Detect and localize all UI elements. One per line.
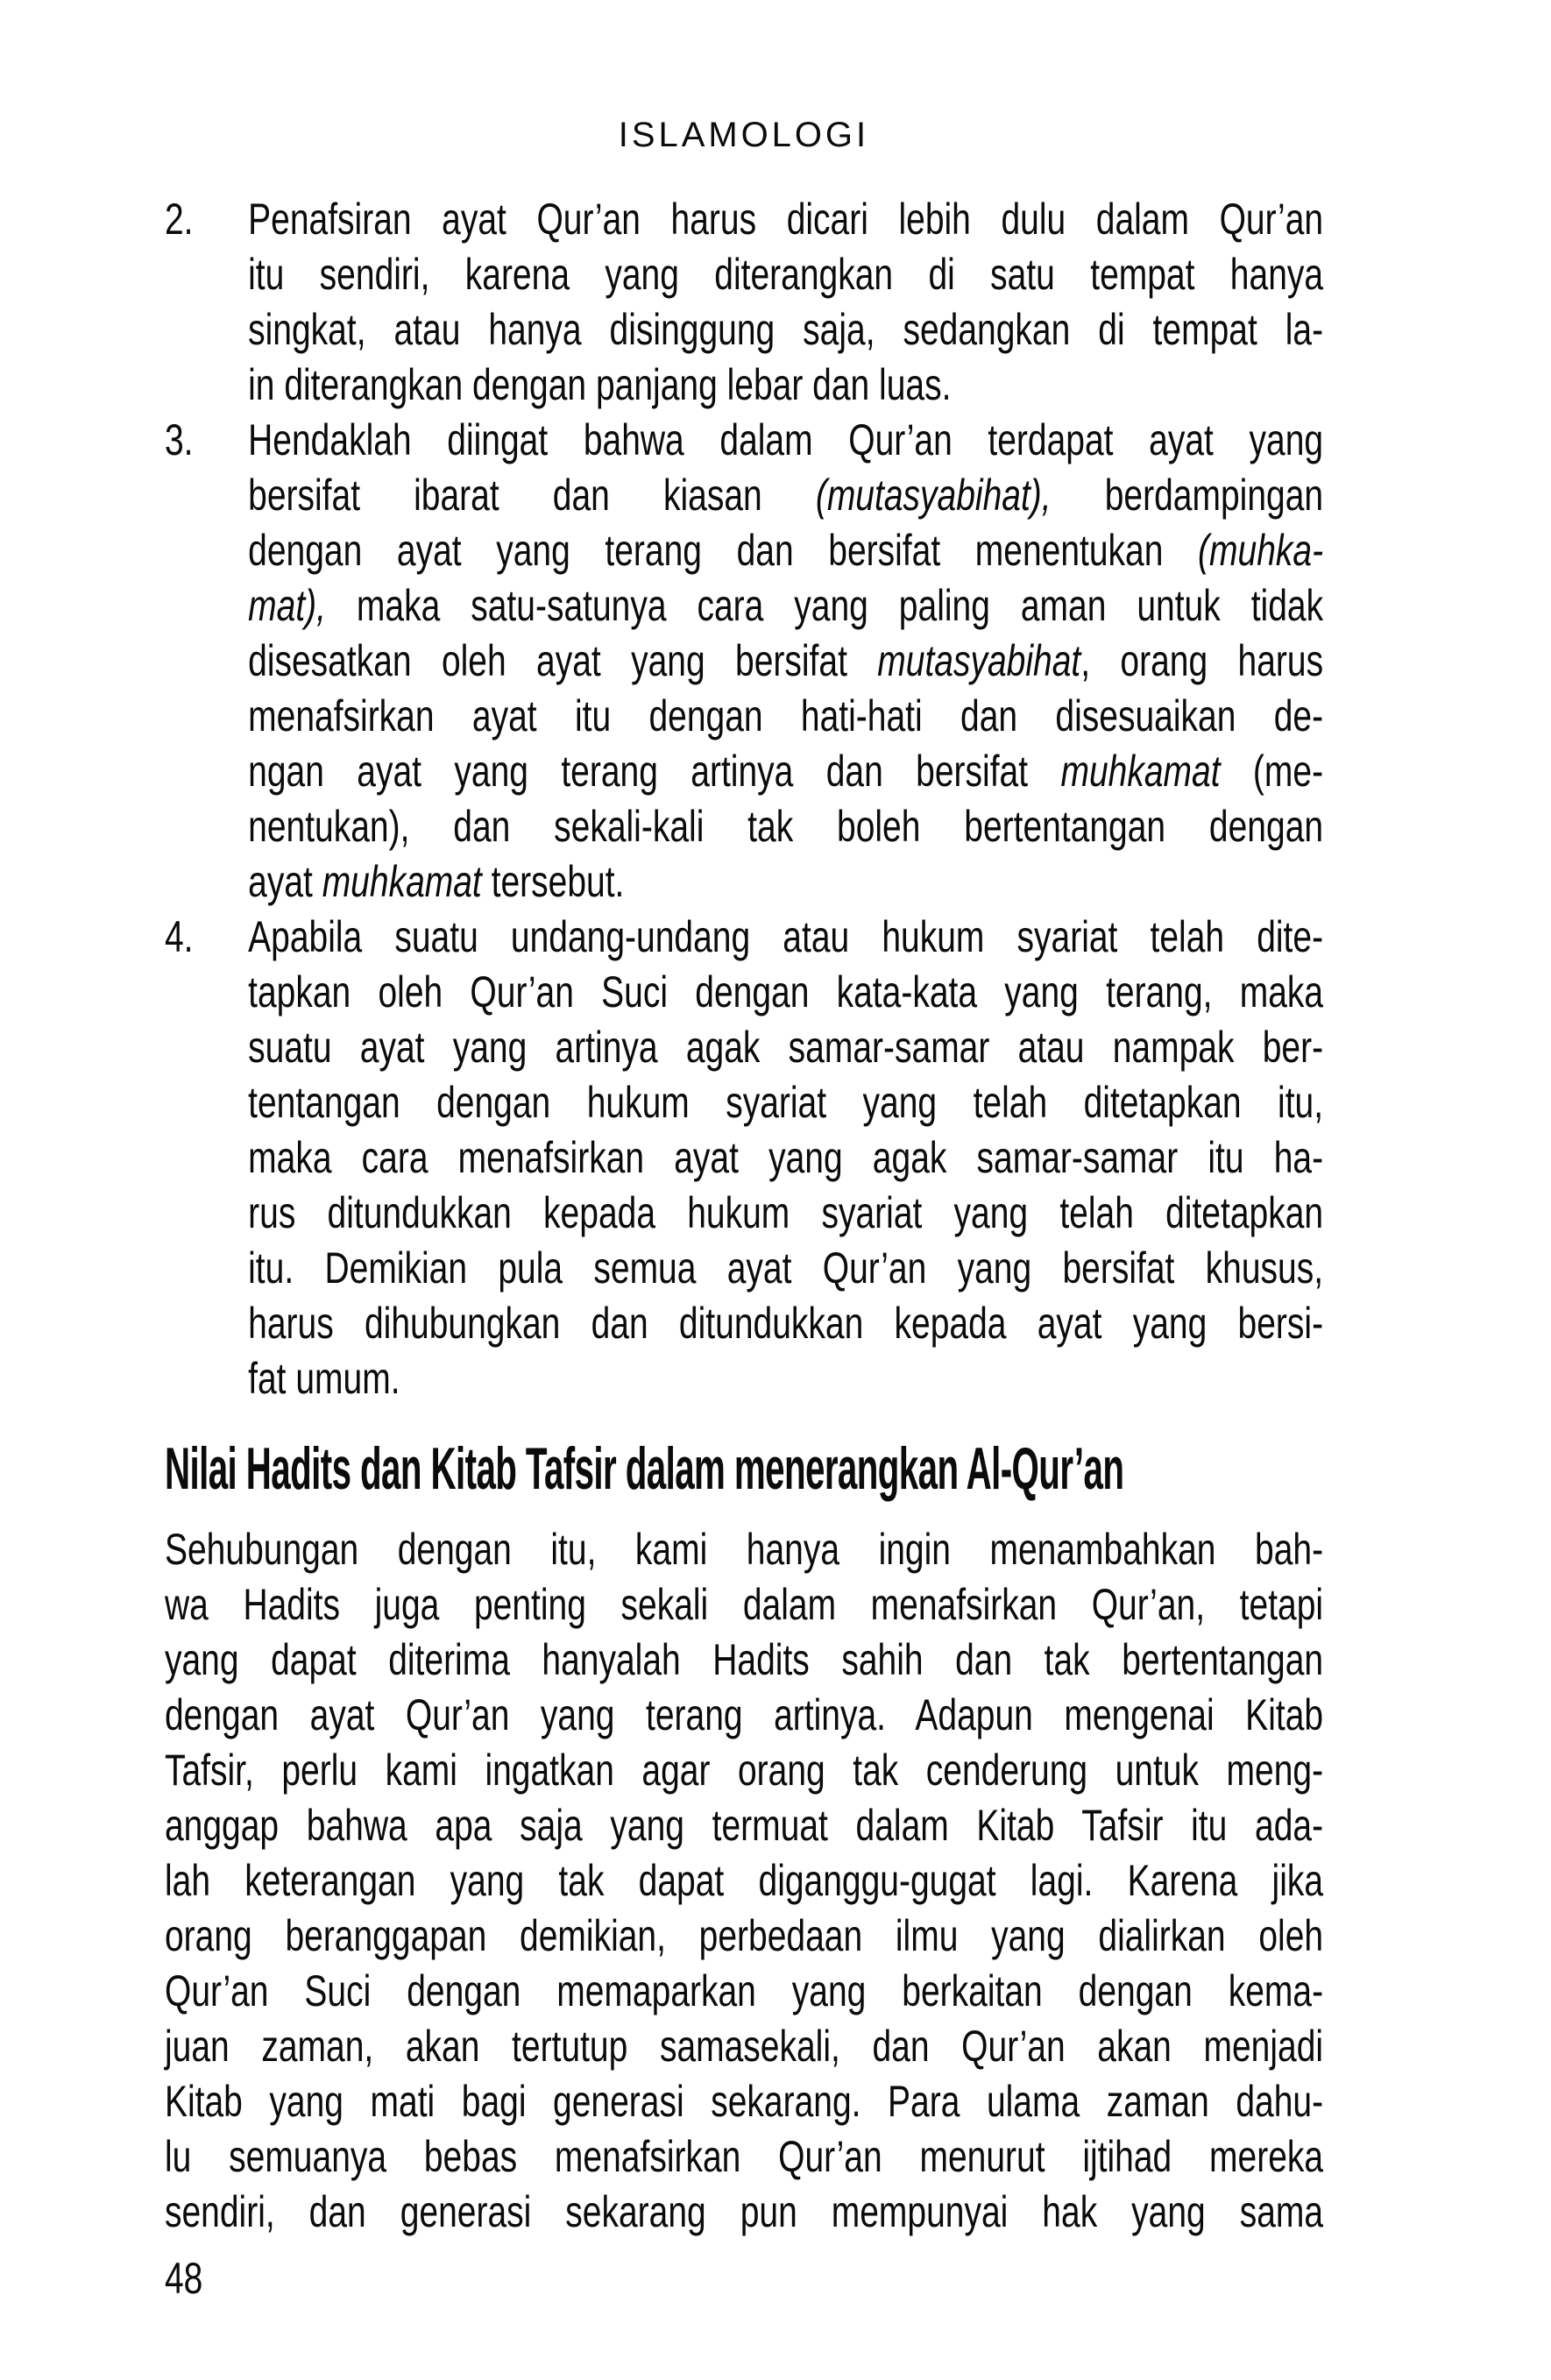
text-line bbox=[248, 413, 1323, 468]
text-line bbox=[248, 689, 1323, 744]
text-segment: tentangan dengan hukum syariat yang telah ditetapkan itu, bbox=[248, 1078, 1324, 1127]
text-segment: singkat, atau hanya disinggung saja, sedangkan di tempat la- bbox=[248, 305, 1324, 354]
list-item-text bbox=[248, 910, 1323, 1406]
text-segment: juan zaman, akan tertutup samasekali, dan Qur’an akan menjadi bbox=[164, 2022, 1324, 2071]
section-heading bbox=[164, 1435, 1323, 1516]
text-segment: Sehubungan dengan itu, kami hanya ingin menambahkan bah- bbox=[164, 1525, 1324, 1574]
list-item-text bbox=[248, 192, 1323, 413]
text-segment: orang beranggapan demikian, perbedaan ilmu yang dialirkan oleh bbox=[164, 1911, 1324, 1960]
text-line bbox=[248, 910, 1323, 965]
text-line bbox=[248, 302, 1323, 358]
text-segment: in diterangkan dengan panjang lebar dan luas. bbox=[248, 360, 952, 409]
text-line bbox=[165, 1743, 1323, 1798]
text-segment: Apabila suatu undang-undang atau hukum syariat telah dite- bbox=[248, 912, 1324, 961]
list-item bbox=[165, 413, 1323, 910]
text-segment: suatu ayat yang artinya agak samar-samar atau nampak ber- bbox=[248, 1023, 1324, 1072]
section-heading-text: Nilai Hadits dan Kitab Tafsir dalam menerangkan Al-Qur’an bbox=[164, 1435, 1124, 1502]
list-item-number: 2. bbox=[164, 195, 194, 244]
text-segment: yang dapat diterima hanyalah Hadits sahih dan tak bertentangan bbox=[164, 1635, 1324, 1684]
text-segment: dengan ayat Qur’an yang terang artinya. Adapun mengenai Kitab bbox=[164, 1690, 1324, 1739]
text-line bbox=[248, 1186, 1323, 1241]
italic-term: mutasyabihat bbox=[877, 636, 1081, 685]
text-line bbox=[248, 468, 1323, 523]
text-line bbox=[248, 634, 1323, 689]
text-segment: Tafsir, perlu kami ingatkan agar orang tak cenderung untuk meng- bbox=[164, 1746, 1324, 1795]
text-line bbox=[248, 358, 1323, 413]
italic-term: muhkamat bbox=[1060, 747, 1221, 796]
text-line bbox=[248, 744, 1323, 799]
text-line bbox=[248, 1296, 1323, 1351]
italic-term: (muhka- bbox=[1198, 526, 1324, 575]
text-segment: maka cara menafsirkan ayat yang agak samar-samar itu ha- bbox=[248, 1133, 1324, 1182]
numbered-list bbox=[165, 192, 1323, 1406]
text-line bbox=[248, 1130, 1323, 1186]
text-segment: itu. Demikian pula semua ayat Qur’an yang bersifat khusus, bbox=[248, 1243, 1324, 1293]
list-item-number: 4. bbox=[164, 912, 194, 961]
text-line bbox=[248, 854, 1323, 910]
text-line bbox=[165, 1688, 1323, 1743]
text-segment: Hendaklah diingat bahwa dalam Qur’an terdapat ayat yang bbox=[248, 415, 1324, 464]
text-line bbox=[165, 2185, 1323, 2240]
text-block bbox=[165, 0, 1323, 2306]
text-line bbox=[165, 1964, 1323, 2019]
text-segment: anggap bahwa apa saja yang termuat dalam Kitab Tafsir itu ada- bbox=[164, 1801, 1324, 1850]
text-segment: tersebut. bbox=[481, 857, 625, 906]
text-segment: bersifat ibarat dan kiasan bbox=[248, 471, 816, 520]
text-line bbox=[248, 578, 1323, 634]
text-segment: rus ditundukkan kepada hukum syariat yang telah ditetapkan bbox=[248, 1188, 1324, 1237]
text-line bbox=[248, 523, 1323, 578]
text-line bbox=[248, 1351, 1323, 1406]
text-segment: lah keterangan yang tak dapat diganggu-gugat lagi. Karena jika bbox=[164, 1856, 1324, 1905]
list-item-text bbox=[248, 413, 1323, 910]
text-segment: menafsirkan ayat itu dengan hati-hati dan disesuaikan de- bbox=[248, 691, 1324, 740]
text-line bbox=[248, 1020, 1323, 1075]
text-segment: (me- bbox=[1220, 747, 1324, 796]
body-paragraph bbox=[165, 1522, 1323, 2240]
text-line bbox=[165, 1798, 1323, 1853]
text-line bbox=[165, 1522, 1323, 1577]
list-item bbox=[165, 192, 1323, 413]
text-segment: maka satu-satunya cara yang paling aman untuk tidak bbox=[325, 581, 1324, 630]
text-segment: ayat bbox=[248, 857, 322, 906]
text-segment: Kitab yang mati bagi generasi sekarang. Para ulama zaman dahu- bbox=[164, 2077, 1324, 2126]
text-line bbox=[248, 1075, 1323, 1130]
text-line bbox=[248, 965, 1323, 1020]
text-line bbox=[165, 1577, 1323, 1633]
text-line bbox=[165, 2019, 1323, 2074]
running-header bbox=[165, 108, 1323, 170]
text-segment: ngan ayat yang terang artinya dan bersifat bbox=[248, 747, 1061, 796]
text-segment: lu semuanya bebas menafsirkan Qur’an menurut ijtihad mereka bbox=[164, 2132, 1324, 2181]
text-line bbox=[248, 192, 1323, 247]
text-line bbox=[165, 1853, 1323, 1909]
text-segment: harus dihubungkan dan ditundukkan kepada ayat yang bersi- bbox=[248, 1299, 1324, 1348]
text-segment: berdampingan bbox=[1051, 471, 1324, 520]
running-header-text: ISLAMOLOGI bbox=[618, 116, 870, 154]
page-number: 48 bbox=[164, 2254, 203, 2303]
text-segment: dengan ayat yang terang dan bersifat menentukan bbox=[248, 526, 1199, 575]
italic-term: mat), bbox=[248, 581, 326, 630]
text-segment: fat umum. bbox=[248, 1354, 400, 1403]
italic-term: (mutasyabihat), bbox=[815, 471, 1052, 520]
text-line bbox=[165, 1909, 1323, 1964]
text-segment: nentukan), dan sekali-kali tak boleh bertentangan dengan bbox=[248, 802, 1324, 851]
list-item-number: 3. bbox=[164, 415, 194, 464]
text-segment: Qur’an Suci dengan memaparkan yang berkaitan dengan kema- bbox=[164, 1966, 1324, 2015]
text-segment: , orang harus bbox=[1080, 636, 1324, 685]
text-segment: Penafsiran ayat Qur’an harus dicari lebih dulu dalam Qur’an bbox=[248, 195, 1324, 244]
text-line bbox=[165, 2129, 1323, 2185]
italic-term: muhkamat bbox=[322, 857, 482, 906]
text-segment: wa Hadits juga penting sekali dalam menafsirkan Qur’an, tetapi bbox=[164, 1580, 1324, 1629]
text-line bbox=[248, 799, 1323, 854]
list-item bbox=[165, 910, 1323, 1406]
text-segment: disesatkan oleh ayat yang bersifat bbox=[248, 636, 878, 685]
text-segment: itu sendiri, karena yang diterangkan di satu tempat hanya bbox=[248, 250, 1324, 299]
text-line bbox=[165, 1633, 1323, 1688]
text-line bbox=[165, 2074, 1323, 2129]
text-segment: tapkan oleh Qur’an Suci dengan kata-kata yang terang, maka bbox=[248, 967, 1324, 1016]
text-line bbox=[248, 1241, 1323, 1296]
text-line bbox=[248, 247, 1323, 302]
text-segment: sendiri, dan generasi sekarang pun mempunyai hak yang sama bbox=[164, 2187, 1324, 2236]
